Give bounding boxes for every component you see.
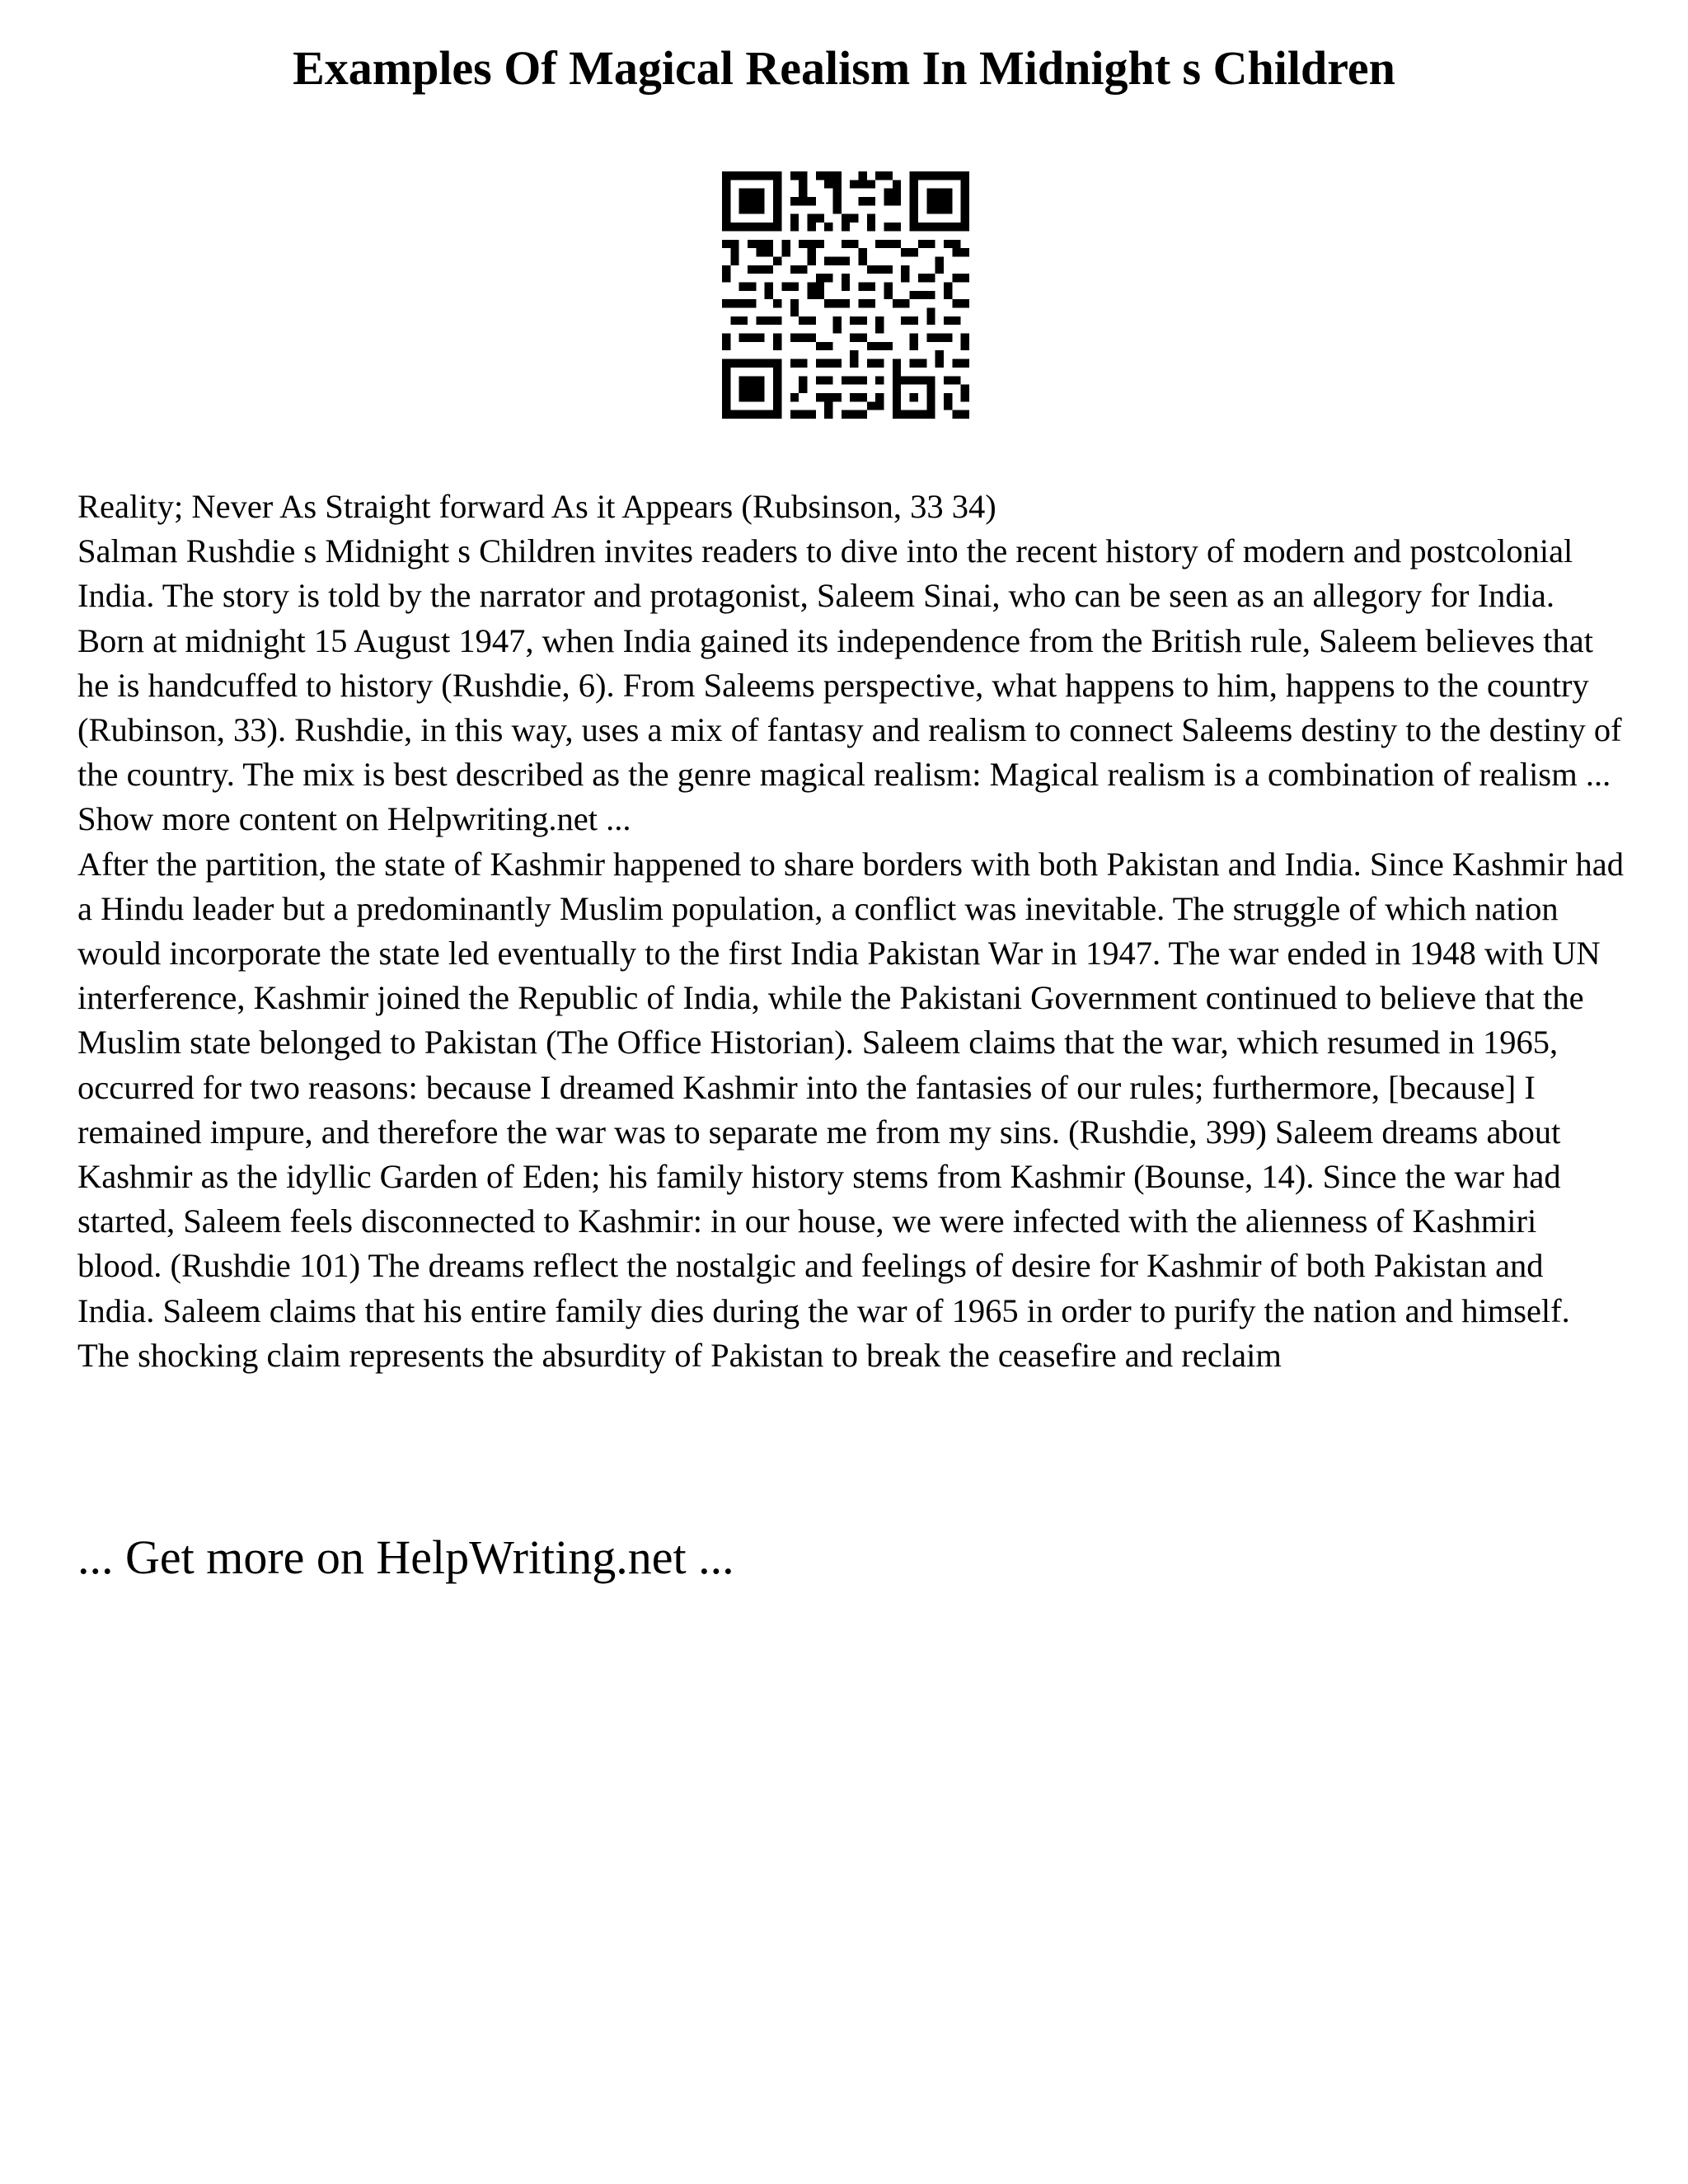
qr-code-icon [722,171,969,419]
paragraph-intro: Salman Rushdie s Midnight s Children invites readers to dive into the recent history of modern and postcolonial India. The story is told by the narrator and protagonist, Saleem Sinai, who can be seen as an allegory for India. Born at midnight 15 August 1947, when India gained its independence from the British rule, Saleem believes that he is handcuffed to history (Rushdie, 6). From Saleems perspective, what happens to him, happens to the country (Rubinson, 33). Rushdie, in this way, uses a mix of fantasy and realism to connect Saleems destiny to the destiny of the country. The mix is best described as the genre magical realism: Magical realism is a combination of realism ... Show more content on Helpwriting.net ... [77,532,1622,838]
get-more-link[interactable]: ... Get more on HelpWriting.net ... [77,1530,734,1584]
paragraph-subtitle: Reality; Never As Straight forward As it Appears (Rubsinson, 33 34) [77,488,996,525]
document-title: Examples Of Magical Realism In Midnight s Children [293,41,1395,95]
document-body [77,485,1627,1378]
paragraph-kashmir: After the partition, the state of Kashmir happened to share borders with both Pakistan and India. Since Kashmir had a Hindu leader but a predominantly Muslim population, a conflict was inevitable. The struggle of which nation would incorporate the state led eventually to the first India Pakistan War in 1947. The war ended in 1948 with UN interference, Kashmir joined the Republic of India, while the Pakistani Government continued to believe that the Muslim state belonged to Pakistan (The Office Historian). Saleem claims that the war, which resumed in 1965, occurred for two reasons: because I dreamed Kashmir into the fantasies of our rules; furthermore, [because] I remained impure, and therefore the war was to separate me from my sins. (Rushdie, 399) Saleem dreams about Kashmir as the idyllic Garden of Eden; his family history stems from Kashmir (Bounse, 14). Since the war had started, Saleem feels disconnected to Kashmir: in our house, we were infected with the alienness of Kashmiri blood. (Rushdie 101) The dreams reflect the nostalgic and feelings of desire for Kashmir of both Pakistan and India. Saleem claims that his entire family dies during the war of 1965 in order to purify the nation and himself. The shocking claim represents the absurdity of Pakistan to break the ceasefire and reclaim [77,845,1625,1374]
